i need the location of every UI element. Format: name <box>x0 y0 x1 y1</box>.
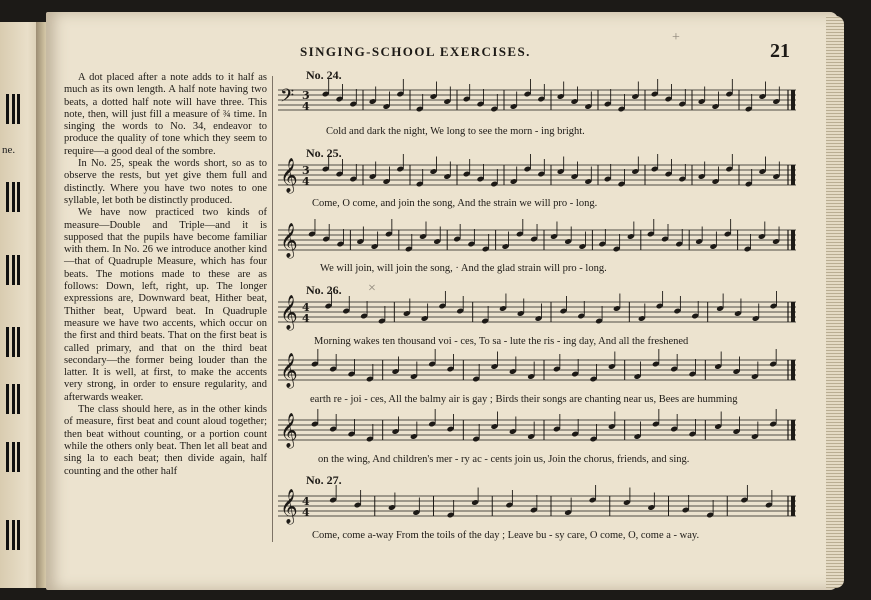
lyric-line: on the wing, And children's mer - ry ac - cents join us, Join the chorus, friends, and sing. <box>318 454 690 465</box>
final-barline-thick <box>791 360 795 380</box>
treble-clef: 𝄞 <box>280 295 298 330</box>
lyric-line: earth re - joi - ces, All the balmy air is gay ; Birds their songs are chanting near us, Bees are humming <box>310 394 738 405</box>
paragraph: The class should here, as in the other kinds of measure, first beat and count aloud together; then beat without counting, or a portion count while the others only beat. Then let all beat and sing la to each beat; then divide again, half counting and the other half <box>64 404 267 477</box>
page-number: 21 <box>770 40 790 62</box>
exercise-label: No. 24. <box>306 68 342 82</box>
treble-clef: 𝄞 <box>280 413 298 448</box>
lyric-line: We will join, will join the song, · And the glad strain will pro - long. <box>320 263 607 274</box>
final-barline-thick <box>791 302 795 322</box>
exercise-label: No. 27. <box>306 473 342 487</box>
lyric-line: Cold and dark the night, We long to see the morn - ing bright. <box>326 126 585 137</box>
paragraph: In No. 25, speak the words short, so as to observe the rests, but yet give them full and distinctly. Where you have two notes to one syllable, let both be distinctly produced. <box>64 158 267 206</box>
final-barline-thick <box>791 496 795 516</box>
treble-clef: 𝄞 <box>280 489 298 524</box>
final-barline-thick <box>791 420 795 440</box>
time-signature-bottom: 4 <box>302 100 310 113</box>
treble-clef: 𝄞 <box>280 223 298 258</box>
time-signature-top: 4 <box>302 301 310 314</box>
treble-clef: 𝄞 <box>280 353 298 388</box>
time-signature-bottom: 4 <box>302 175 310 188</box>
pencil-mark: + <box>672 30 680 45</box>
time-signature-top: 4 <box>302 495 310 508</box>
left-page-fragment: ne. <box>2 144 16 156</box>
final-barline-thick <box>791 230 795 250</box>
time-signature-top: 3 <box>302 164 310 177</box>
time-signature-bottom: 4 <box>302 506 310 519</box>
time-signature-top: 3 <box>302 89 310 102</box>
bass-clef: 𝄢 <box>280 86 295 111</box>
time-signature-bottom: 4 <box>302 312 310 325</box>
lyric-line: Morning wakes ten thousand voi - ces, To sa - lute the ris - ing day, And all the freshened <box>314 336 689 347</box>
exercise-label: No. 25. <box>306 146 342 160</box>
paragraph: We have now practiced two kinds of measure—Double and Triple—and it is supposed that the pupils have become familiar with them. In No. 26 we introduce another kind—that of Quadruple Measure, which has four beats. The motions made to these are as follows: Down, left, right, up. The longer expressions are, Downward beat, Hither beat, Thither beat, Upward beat. In Quadruple measure we have two accents, which occur on the first and third beats. That on the first beat is called primary, and that on the third beat secondary—the former being louder than the latter. It is well, at first, to make the accents very strong, in order to ensure regularity, and afterwards weaker. <box>64 207 267 403</box>
treble-clef: 𝄞 <box>280 158 298 193</box>
paragraph: A dot placed after a note adds to it half as much as its own length. A half note having two beats, a dotted half note will have three. This note, then, will just fill a measure of ¾ time. In singing the words to No. 34, endeavor to produce the quality of tone which they seem to require—a good deal of the sombre. <box>64 72 267 157</box>
final-barline-thick <box>791 90 795 110</box>
pencil-mark: × <box>368 281 376 296</box>
final-barline-thick <box>791 165 795 185</box>
lyric-line: Come, come a-way From the toils of the day ; Leave bu - sy care, O come, O, come a - way. <box>312 530 700 541</box>
running-title: SINGING-SCHOOL EXERCISES. <box>300 44 531 59</box>
exercise-label: No. 26. <box>306 283 342 297</box>
lyric-line: Come, O come, and join the song, And the strain we will pro - long. <box>312 198 598 209</box>
